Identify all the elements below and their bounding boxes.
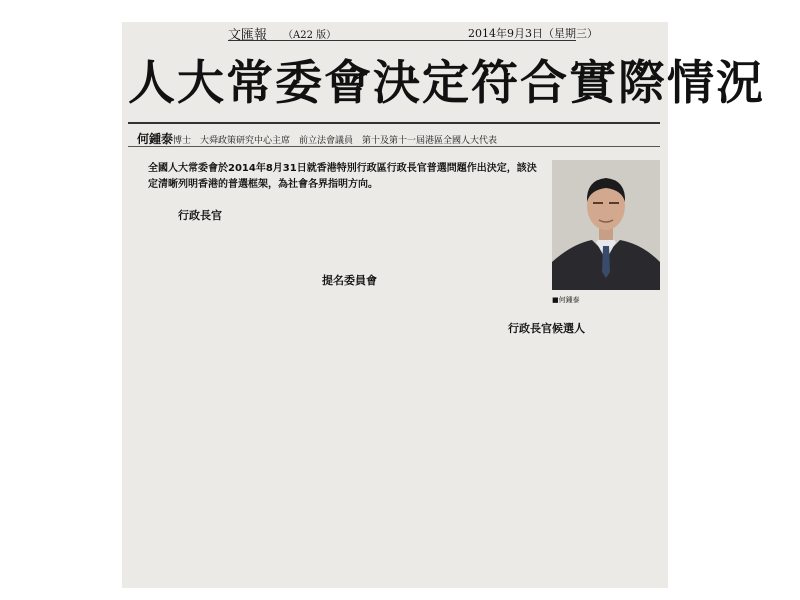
photo-caption: ■何鍾泰 xyxy=(552,296,580,304)
masthead-rule xyxy=(228,40,576,41)
article-headline: 人大常委會決定符合實際情況 xyxy=(128,56,765,111)
author-name: 何鍾泰 xyxy=(137,132,174,146)
body-column-left xyxy=(146,229,276,581)
body-column-right xyxy=(428,338,660,584)
author-credentials: 大舜政策研究中心主席 前立法會議員 第十及第十一屆港區全國人大代表 xyxy=(200,136,498,146)
byline-bottom-rule xyxy=(128,146,660,147)
masthead-newspaper-name: 文匯報 xyxy=(228,28,268,43)
body-column-narrow xyxy=(482,162,550,316)
subhead-nominating-committee: 提名委員會 xyxy=(322,274,377,287)
masthead-date: 2014年9月3日（星期三） xyxy=(468,27,598,40)
body-column-middle-top xyxy=(286,229,416,271)
author-photo xyxy=(552,160,660,290)
author-title: 博士 xyxy=(173,136,192,146)
article-lede: 全國人大常委會於2014年8月31日就香港特別行政區行政長官普選問題作出決定，該決定清晰列明香港的普選框架，為社會各界指明方向。 xyxy=(148,163,537,190)
masthead-page-number: （A22 版） xyxy=(283,30,337,41)
subhead-chief-executive: 行政長官 xyxy=(178,209,222,222)
body-column-middle xyxy=(288,292,424,582)
subhead-candidates: 行政長官候選人 xyxy=(508,322,585,335)
byline-top-rule xyxy=(128,122,660,124)
byline xyxy=(137,130,497,147)
